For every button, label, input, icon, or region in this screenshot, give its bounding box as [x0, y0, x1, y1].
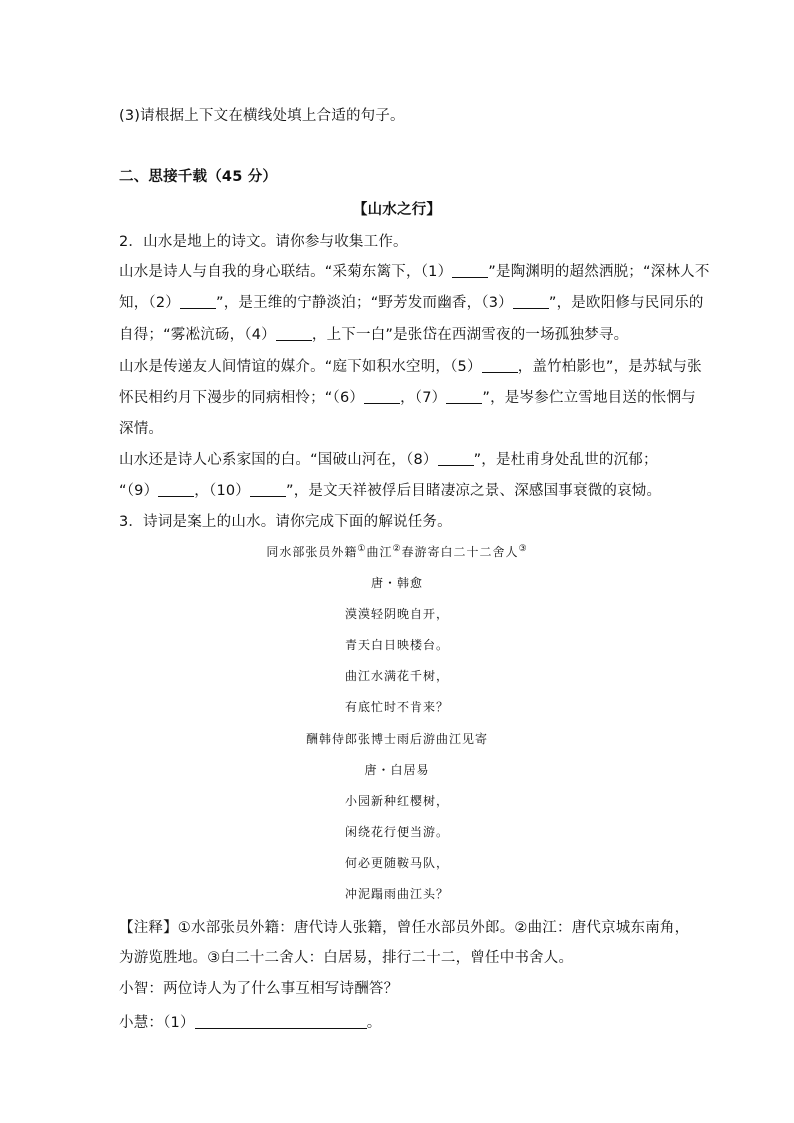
q2-paragraph-3-line-2 [119, 479, 661, 500]
blank-8[interactable] [438, 451, 474, 466]
question-1-part-3: (3)请根据上下文在横线处填上合适的句子。 [119, 108, 405, 124]
poem-1-author: 唐・韩愈 [370, 576, 423, 590]
text-segment: 小慧：（1） [119, 1015, 195, 1031]
text-segment: ，盖竹柏影也”，是苏轼与张 [517, 359, 702, 375]
q2-paragraph-2-line-3: 深情。 [119, 421, 164, 437]
footnote-marker: ③ [518, 544, 528, 554]
q2-paragraph-1-line-2 [119, 291, 704, 312]
text-segment: ”，是岑参伫立雪地目送的怅惘与 [482, 390, 696, 406]
subsection-title: 【山水之行】 [352, 202, 442, 218]
poem-2-line: 小园新种红樱树， [344, 794, 449, 808]
text-segment: 。 [366, 1015, 382, 1031]
blank-10[interactable] [250, 482, 286, 497]
text-segment: “（9） [119, 483, 159, 499]
text-segment: 春游寄白二十二舍人 [401, 545, 519, 559]
notes-line-2: 为游览胜地。③白二十二舍人：白居易，排行二十二，曾任中书舍人。 [119, 950, 574, 966]
poem-1-line: 青天白日映楼台。 [344, 638, 449, 652]
blank-1[interactable] [452, 263, 488, 278]
text-segment: ”，是杜甫身处乱世的沉郁； [473, 452, 658, 468]
blank-5[interactable] [482, 358, 518, 373]
text-segment: 曲江 [366, 545, 393, 559]
text-segment: 怀民相约月下漫步的同病相怜；“（6） [119, 390, 365, 406]
text-segment: 自得；“雾凇沆砀，（4） [119, 327, 276, 343]
text-segment: ，（7） [400, 390, 447, 406]
blank-2[interactable] [180, 294, 216, 309]
text-segment: ”，是欧阳修与民同乐的 [548, 295, 704, 311]
blank-4[interactable] [276, 326, 312, 341]
poem-2-title: 酬韩侍郎张博士雨后游曲江见寄 [305, 732, 488, 746]
text-segment: ，（10） [194, 483, 250, 499]
question-3-prompt: 3．诗词是案上的山水。请你完成下面的解说任务。 [119, 514, 452, 530]
blank-9[interactable] [158, 482, 194, 497]
q2-paragraph-1-line-1 [119, 260, 710, 281]
notes-line-1: 【注释】①水部张员外籍：唐代诗人张籍，曾任水部员外郎。②曲江：唐代京城东南角， [119, 920, 690, 936]
q2-paragraph-2-line-1 [119, 355, 702, 376]
text-segment: 山水是诗人与自我的身心联结。“采菊东篱下，（1） [119, 264, 453, 280]
poem-2-author: 唐・白居易 [364, 763, 430, 777]
footnote-marker: ② [392, 544, 402, 554]
blank-3[interactable] [513, 294, 549, 309]
poem-1-line: 有底忙时不肯来？ [344, 700, 449, 714]
poem-1-line: 曲江水满花千树， [344, 669, 449, 683]
blank-6[interactable] [364, 389, 400, 404]
text-segment: 同水部张员外籍 [266, 545, 358, 559]
text-segment: 知，（2） [119, 295, 180, 311]
poem-2-line: 何必更随鞍马队， [344, 856, 449, 870]
poem-2-line: 闲绕花行便当游。 [344, 825, 449, 839]
poem-1-line: 漠漠轻阴晚自开， [344, 607, 449, 621]
xiaohui-answer [119, 1011, 381, 1032]
text-segment: 山水还是诗人心系家国的白。“国破山河在，（8） [119, 452, 438, 468]
xiaozhi-question: 小智：两位诗人为了什么事互相写诗酬答？ [119, 981, 399, 997]
text-segment: 山水是传递友人间情谊的媒介。“庭下如积水空明，（5） [119, 359, 482, 375]
q2-paragraph-2-line-2 [119, 386, 696, 407]
answer-blank[interactable] [195, 1014, 367, 1029]
section-title: 二、思接千载（45 分） [119, 169, 278, 185]
q2-paragraph-3-line-1 [119, 448, 658, 469]
text-segment: ，上下一白”是张岱在西湖雪夜的一场孤独梦寻。 [311, 327, 629, 343]
text-segment: ”是陶渊明的超然洒脱；“深林人不 [488, 264, 710, 280]
q2-paragraph-1-line-3 [119, 323, 628, 344]
question-2-prompt: 2．山水是地上的诗文。请你参与收集工作。 [119, 234, 408, 250]
blank-7[interactable] [446, 389, 482, 404]
poem-1-title [0, 543, 794, 560]
footnote-marker: ① [357, 544, 367, 554]
poem-2-line: 冲泥蹋雨曲江头？ [344, 887, 449, 901]
text-segment: ”，是文天祥被俘后目睹凄凉之景、深感国事衰微的哀恸。 [286, 483, 662, 499]
text-segment: ”，是王维的宁静淡泊；“野芳发而幽香，（3） [215, 295, 513, 311]
